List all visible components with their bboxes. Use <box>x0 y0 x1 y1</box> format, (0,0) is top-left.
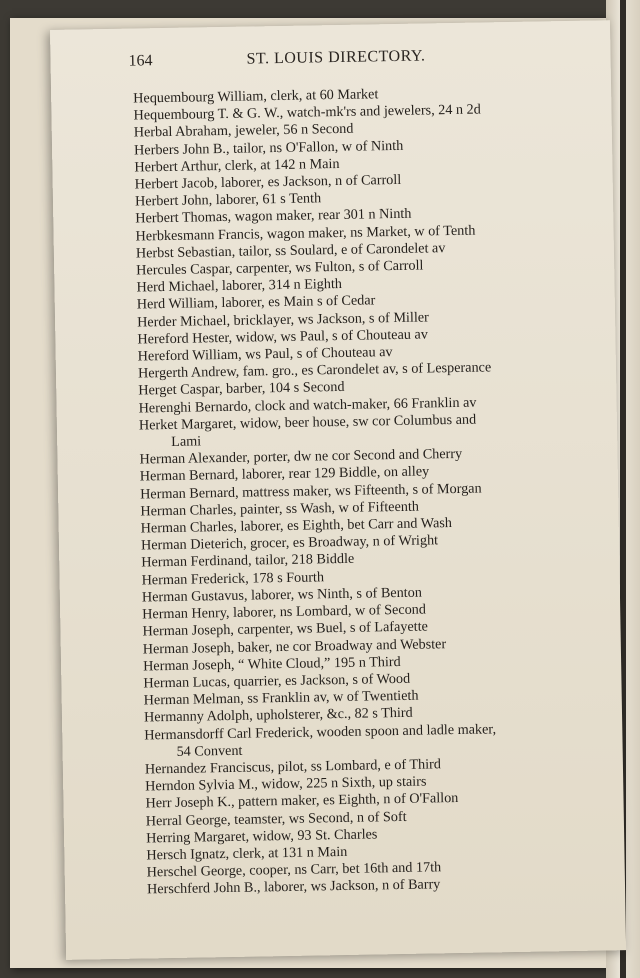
entry-text: Herman Joseph, baker, ne cor Broadway and Webster <box>142 635 447 657</box>
entry-text: Herschferd John B., laborer, ws Jackson, n of Barry <box>146 876 441 898</box>
entry-text: Herman Joseph, “ White Cloud,” 195 n Third <box>142 653 401 675</box>
entry-text: Herman Alexander, porter, dw ne cor Second and Cherry <box>139 446 463 468</box>
entry-text: Herschel George, cooper, ns Carr, bet 16th and 17th <box>146 859 442 881</box>
entry-text: Herbert Thomas, wagon maker, rear 301 n Ninth <box>135 206 412 227</box>
entry-text: Hersch Ignatz, clerk, at 131 n Main <box>146 843 348 864</box>
entry-text: Herbst Sebastian, tailor, ss Soulard, e of Carondelet av <box>135 239 446 262</box>
entry-text: Herbkesmann Francis, wagon maker, ns Market, w of Tenth <box>135 222 476 245</box>
entry-text: Herman Charles, painter, ss Wash, w of Fifteenth <box>140 498 420 520</box>
entry-text: Herman Melman, ss Franklin av, w of Twentieth <box>143 687 419 709</box>
entry-text: Herring Margaret, widow, 93 St. Charles <box>145 826 378 847</box>
entry-continuation: Lami <box>171 433 202 451</box>
entry-text: Hernandez Franciscus, pilot, ss Lombard, e of Third <box>144 756 442 778</box>
entry-text: Herman Joseph, carpenter, ws Buel, s of Lafayette <box>142 618 429 640</box>
entry-text: Herbert Arthur, clerk, at 142 n Main <box>134 155 340 176</box>
entry-text: Herd Michael, laborer, 314 n Eighth <box>136 276 343 296</box>
entry-text: Hergerth Andrew, fam. gro., es Carondelet av, s of Lesperance <box>137 359 492 382</box>
entry-text: Herman Dieterich, grocer, es Broadway, n of Wright <box>140 532 439 554</box>
entry-text: Herr Joseph K., pattern maker, es Eighth, n of O'Fallon <box>145 790 459 812</box>
entry-text: Herget Caspar, barber, 104 s Second <box>138 379 345 399</box>
directory-entries <box>133 83 607 899</box>
entry-text: Herder Michael, bricklayer, ws Jackson, s of Miller <box>136 309 429 331</box>
entry-text: Hequembourg William, clerk, at 60 Market <box>133 86 379 107</box>
entry-text: Herd William, laborer, es Main s of Cedar <box>136 292 376 313</box>
entry-text: Herbal Abraham, jeweler, 56 n Second <box>133 121 354 141</box>
entry-text: Herral George, teamster, ws Second, n of Soft <box>145 808 407 829</box>
entry-text: Herman Charles, laborer, es Eighth, bet Carr and Wash <box>140 515 453 537</box>
page-header <box>128 45 588 77</box>
entry-text: Hermanny Adolph, upholsterer, &c., 82 s Third <box>143 705 413 726</box>
entry-text: Herbers John B., tailor, ns O'Fallon, w of Ninth <box>133 137 404 159</box>
entry-text: Herenghi Bernardo, clock and watch-maker, 66 Franklin av <box>138 394 477 417</box>
running-head: ST. LOUIS DIRECTORY. <box>246 47 426 68</box>
entry-text: Herman Henry, laborer, ns Lombard, w of Second <box>142 601 427 623</box>
entry-text: Herket Margaret, widow, beer house, sw cor Columbus and <box>138 411 477 434</box>
entry-text: Herndon Sylvia M., widow, 225 n Sixth, up stairs <box>145 773 427 795</box>
directory-page <box>50 20 626 960</box>
entry-text: Herman Bernard, laborer, rear 129 Biddle, on alley <box>139 463 430 485</box>
entry-text: Herman Gustavus, laborer, ws Ninth, s of Benton <box>141 584 422 606</box>
entry-text: Hercules Caspar, carpenter, ws Fulton, s of Carroll <box>136 257 424 279</box>
entry-text: Hereford William, ws Paul, s of Chouteau av <box>137 344 393 365</box>
entry-text: Herman Frederick, 178 s Fourth <box>141 568 325 589</box>
entry-text: Hereford Hester, widow, ws Paul, s of Chouteau av <box>137 326 428 348</box>
entry-continuation: 54 Convent <box>176 742 243 760</box>
entry-text: Herman Ferdinand, tailor, 218 Biddle <box>141 551 355 571</box>
entry-text: Herbert John, laborer, 61 s Tenth <box>134 190 322 210</box>
entry-text: Hermansdorff Carl Frederick, wooden spoon and ladle maker, <box>144 720 497 743</box>
page-number: 164 <box>128 52 153 70</box>
entry-text: Herbert Jacob, laborer, es Jackson, n of Carroll <box>134 171 402 193</box>
entry-text: Hequembourg T. & G. W., watch-mk'rs and jewelers, 24 n 2d <box>133 101 481 124</box>
entry-text: Herman Lucas, quarrier, es Jackson, s of Wood <box>143 670 411 692</box>
entry-text: Herman Bernard, mattress maker, ws Fifteenth, s of Morgan <box>139 480 482 503</box>
